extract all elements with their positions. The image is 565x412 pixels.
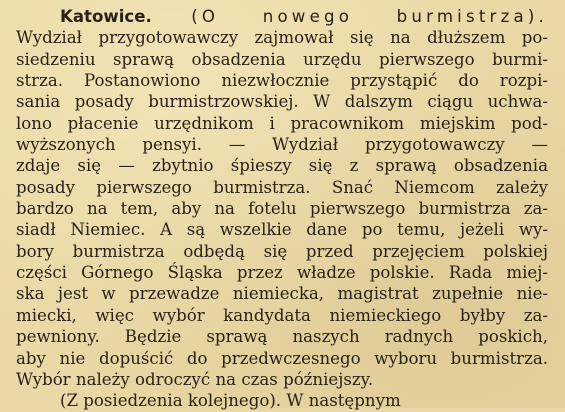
article-line: części Górnego Śląska przez władze polskie. Rada miej- xyxy=(16,263,548,283)
article-line: bardzo na tem, aby na fotelu pierwszego burmistrza za- xyxy=(16,199,548,219)
next-article-text: (Z posiedzenia kolejnego). W następnym xyxy=(60,391,401,411)
article-line: sania posady burmistrzowskiej. W dalszym ciągu uchwa- xyxy=(16,92,548,112)
article-heading xyxy=(16,6,548,27)
article-line: strza. Postanowiono niezwłocznie przystąpić do rozpi- xyxy=(16,71,548,91)
article-line: siedzeniu sprawą obsadzenia urzędu pierwszego burmi- xyxy=(16,49,548,69)
article-line: bory burmistrza odbędą się przed przejęciem polskiej xyxy=(16,241,548,261)
article-line: Wydział przygotowawczy zajmował się na dłuższem po- xyxy=(16,28,548,48)
article-column xyxy=(16,6,548,411)
article-line: zdaje się — zbytnio śpieszy się z sprawą obsadzenia xyxy=(16,156,548,176)
article-topic: (O nowego burmistrza). xyxy=(191,7,548,26)
article-line: Wybór należy odroczyć na czas późniejszy. xyxy=(16,369,374,389)
article-place: Katowice. xyxy=(60,7,152,26)
article-line: lono płacenie urzędnikom i pracownikom miejskim pod- xyxy=(16,113,548,133)
article-line: wyższonych pensyi. — Wydział przygotowawczy — xyxy=(16,135,548,155)
article-line: posady pierwszego burmistrza. Snać Niemcom zależy xyxy=(16,177,548,197)
article-line: ska jest w przewadze niemiecka, magistrat zupełnie nie- xyxy=(16,284,548,304)
article-line: aby nie dopuścić do przedwczesnego wyboru burmistrza. xyxy=(16,348,548,368)
article-line: siadł Niemiec. A są wszelkie dane po temu, jeżeli wy- xyxy=(16,220,548,240)
article-line: pewniony. Będzie sprawą naszych radnych poskich, xyxy=(16,327,548,347)
next-article-line-cut xyxy=(16,390,548,411)
article-line: miecki, więc wybór kandydata niemieckiego byłby za- xyxy=(16,305,548,325)
